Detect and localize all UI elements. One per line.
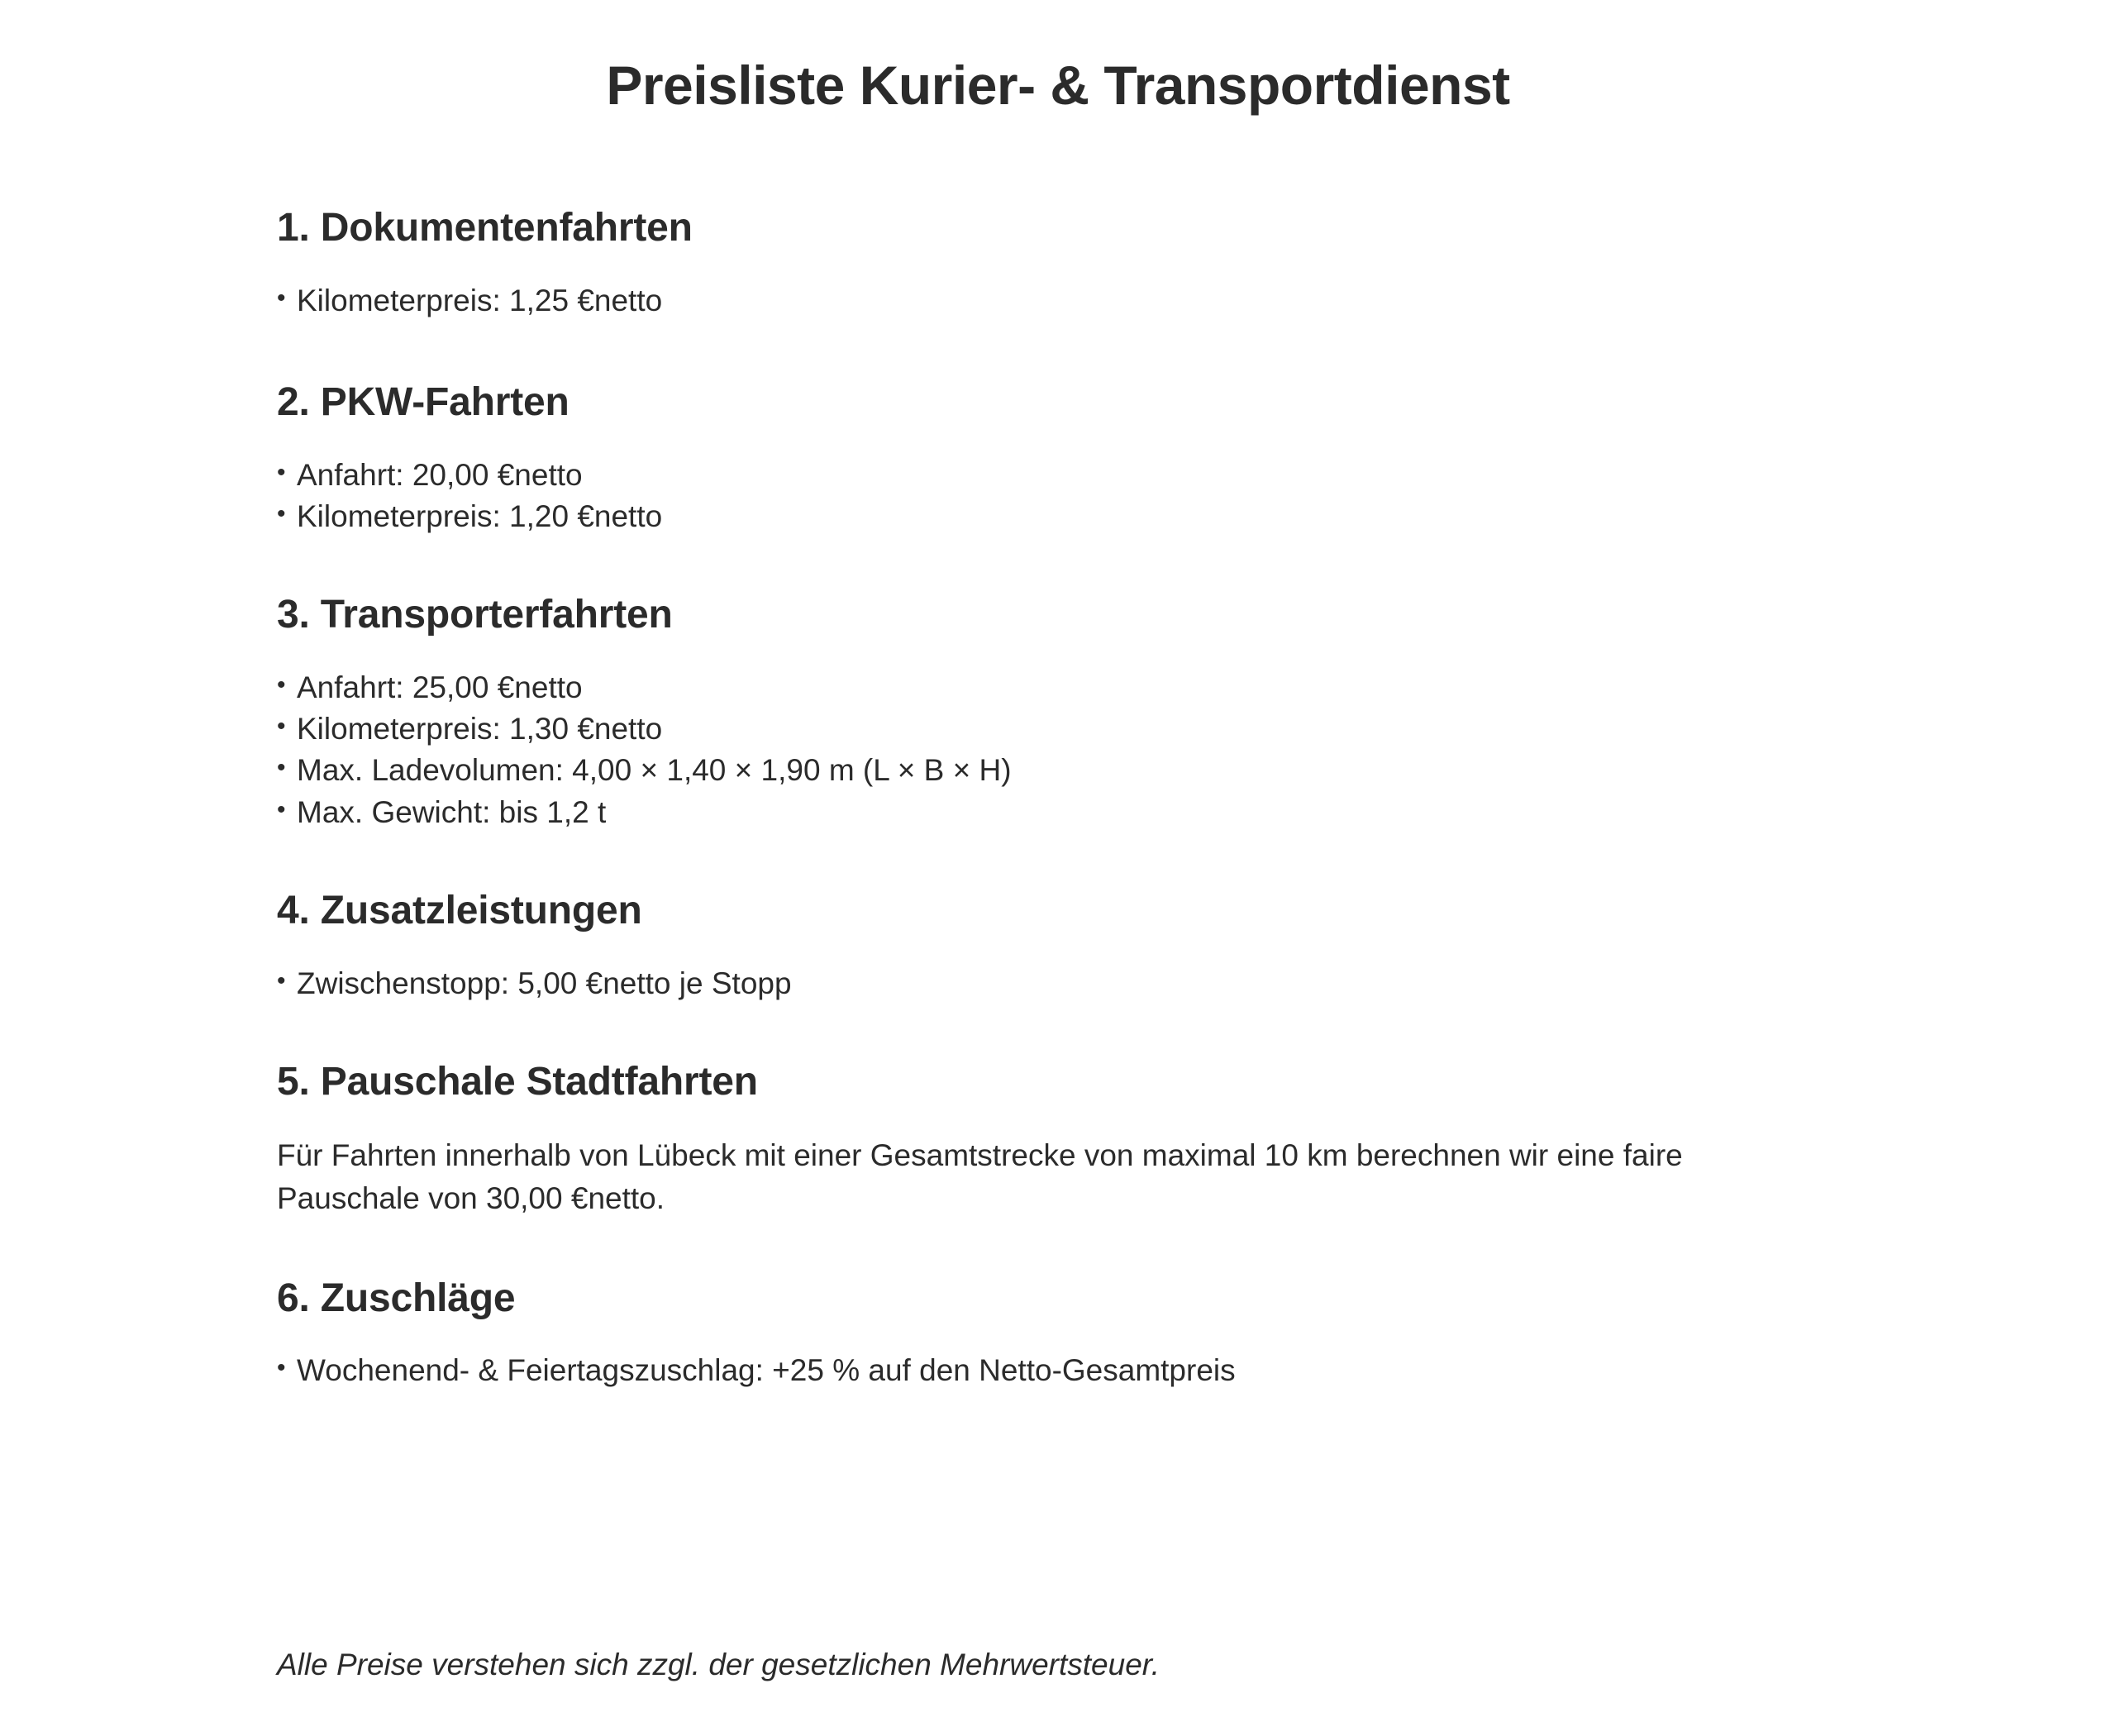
section-zuschlaege [277,1276,1823,1392]
bullet-list [277,455,1823,538]
list-item: • Anfahrt: 25,00 €netto [277,667,1823,708]
bullet-list [277,1350,1823,1391]
list-item: • Kilometerpreis: 1,20 €netto [277,496,1823,537]
section-heading: 4. Zusatzleistungen [277,889,642,933]
list-item: • Max. Gewicht: bis 1,2 t [277,792,1823,833]
bullet-list [277,963,1823,1004]
section-heading: 6. Zuschläge [277,1276,516,1320]
list-item: • Max. Ladevolumen: 4,00 × 1,40 × 1,90 m (L × B × H) [277,750,1823,791]
list-item: • Kilometerpreis: 1,25 €netto [277,280,1823,322]
section-zusatzleistungen [277,888,1823,1004]
section-pauschale-stadtfahrten [277,1059,1823,1221]
list-item: • Kilometerpreis: 1,30 €netto [277,708,1823,750]
bullet-list [277,667,1823,833]
page-title: Preisliste Kurier- & Transportdienst [606,55,1510,117]
bullet-list [277,280,1823,322]
section-heading: 5. Pauschale Stadtfahrten [277,1060,758,1104]
document-body [277,205,1823,1392]
section-heading: 2. PKW-Fahrten [277,379,570,424]
vat-disclaimer: Alle Preise verstehen sich zzgl. der gesetzlichen Mehrwertsteuer. [277,1648,1160,1681]
section-heading: 3. Transporterfahrten [277,593,673,637]
list-item: • Wochenend- & Feiertagszuschlag: +25 % auf den Netto-Gesamtpreis [277,1350,1823,1391]
section-transporterfahrten [277,592,1823,833]
section-dokumentenfahrten [277,205,1823,322]
list-item: • Anfahrt: 20,00 €netto [277,455,1823,496]
section-paragraph: Für Fahrten innerhalb von Lübeck mit einer Gesamtstrecke von maximal 10 km berechnen wir eine faire Pauschale von 30,00 €netto. [277,1137,1683,1216]
section-heading: 1. Dokumentenfahrten [277,206,693,250]
list-item: • Zwischenstopp: 5,00 €netto je Stopp [277,963,1823,1004]
section-pkw-fahrten [277,379,1823,537]
